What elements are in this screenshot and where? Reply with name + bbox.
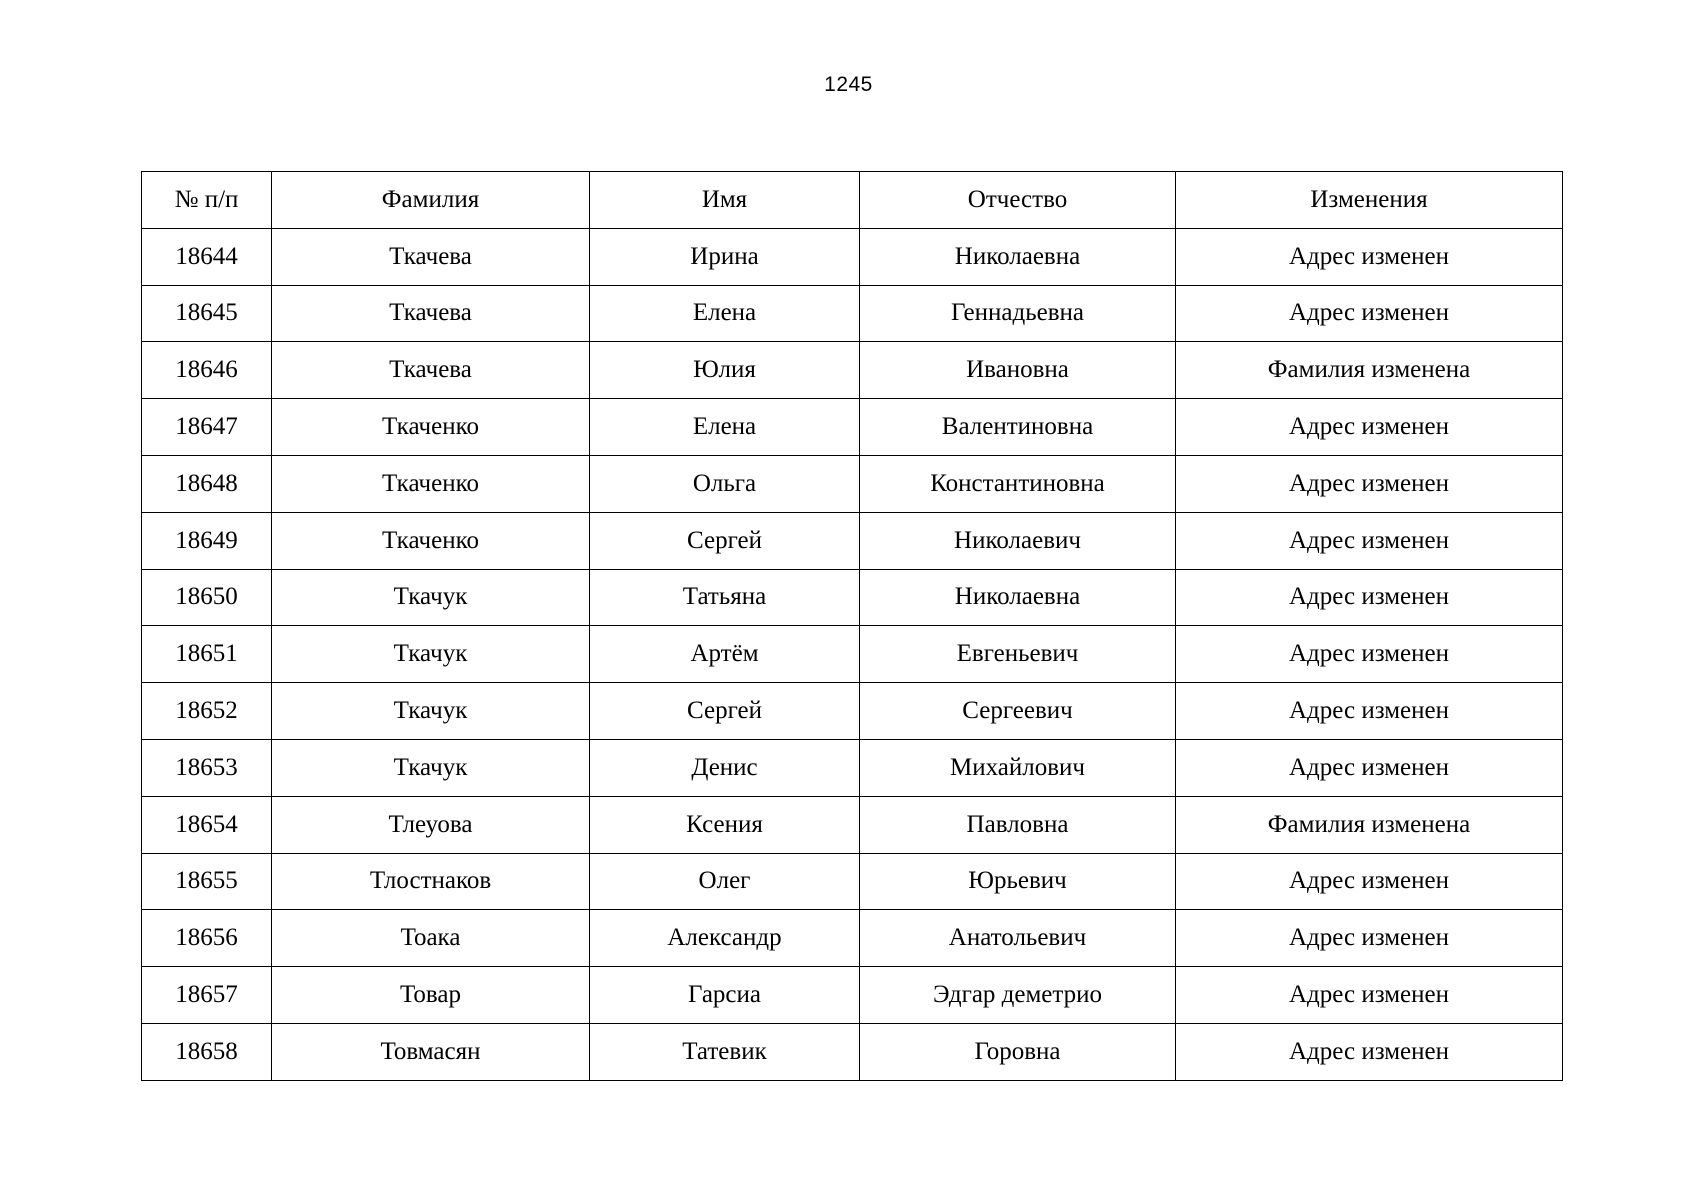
cell-first-name: Денис: [590, 739, 860, 796]
cell-surname: Товар: [272, 967, 590, 1024]
cell-first-name: Гарсиа: [590, 967, 860, 1024]
cell-surname: Ткаченко: [272, 399, 590, 456]
page-number: 1245: [824, 73, 873, 96]
cell-first-name: Татевик: [590, 1023, 860, 1080]
cell-patronymic: Анатольевич: [860, 910, 1176, 967]
cell-first-name: Ирина: [590, 228, 860, 285]
cell-patronymic: Константиновна: [860, 455, 1176, 512]
cell-surname: Ткачук: [272, 626, 590, 683]
cell-surname: Ткачук: [272, 683, 590, 740]
table-row: [142, 228, 1563, 285]
cell-changes: Адрес изменен: [1176, 626, 1563, 683]
cell-number: 18647: [142, 399, 272, 456]
cell-number: 18645: [142, 285, 272, 342]
cell-surname: Ткачева: [272, 285, 590, 342]
cell-changes: Адрес изменен: [1176, 683, 1563, 740]
cell-first-name: Ольга: [590, 455, 860, 512]
cell-patronymic: Евгеньевич: [860, 626, 1176, 683]
registry-table: [141, 171, 1563, 1081]
cell-number: 18650: [142, 569, 272, 626]
cell-first-name: Сергей: [590, 683, 860, 740]
cell-patronymic: Геннадьевна: [860, 285, 1176, 342]
column-header-first-name: Имя: [590, 172, 860, 229]
cell-surname: Тоака: [272, 910, 590, 967]
table-row: [142, 399, 1563, 456]
table-row: [142, 626, 1563, 683]
cell-number: 18649: [142, 512, 272, 569]
cell-changes: Адрес изменен: [1176, 399, 1563, 456]
column-header-number: № п/п: [142, 172, 272, 229]
cell-patronymic: Горовна: [860, 1023, 1176, 1080]
cell-changes: Адрес изменен: [1176, 569, 1563, 626]
cell-first-name: Артём: [590, 626, 860, 683]
cell-changes: Адрес изменен: [1176, 1023, 1563, 1080]
table-row: [142, 683, 1563, 740]
column-header-changes: Изменения: [1176, 172, 1563, 229]
cell-patronymic: Николаевна: [860, 228, 1176, 285]
cell-first-name: Александр: [590, 910, 860, 967]
cell-patronymic: Юрьевич: [860, 853, 1176, 910]
cell-surname: Тлостнаков: [272, 853, 590, 910]
cell-patronymic: Ивановна: [860, 342, 1176, 399]
cell-surname: Ткаченко: [272, 512, 590, 569]
cell-changes: Адрес изменен: [1176, 739, 1563, 796]
cell-changes: Фамилия изменена: [1176, 796, 1563, 853]
table-header: [142, 172, 1563, 229]
table-row: [142, 342, 1563, 399]
cell-first-name: Татьяна: [590, 569, 860, 626]
cell-patronymic: Валентиновна: [860, 399, 1176, 456]
cell-first-name: Ксения: [590, 796, 860, 853]
cell-patronymic: Николаевич: [860, 512, 1176, 569]
cell-first-name: Олег: [590, 853, 860, 910]
table-row: [142, 739, 1563, 796]
cell-surname: Тлеуова: [272, 796, 590, 853]
cell-first-name: Сергей: [590, 512, 860, 569]
cell-number: 18644: [142, 228, 272, 285]
table-row: [142, 910, 1563, 967]
table-row: [142, 512, 1563, 569]
cell-number: 18652: [142, 683, 272, 740]
table-row: [142, 853, 1563, 910]
table-row: [142, 285, 1563, 342]
cell-number: 18657: [142, 967, 272, 1024]
cell-patronymic: Михайлович: [860, 739, 1176, 796]
cell-surname: Ткаченко: [272, 455, 590, 512]
table-row: [142, 967, 1563, 1024]
cell-first-name: Елена: [590, 285, 860, 342]
cell-changes: Адрес изменен: [1176, 910, 1563, 967]
cell-patronymic: Эдгар деметрио: [860, 967, 1176, 1024]
cell-changes: Фамилия изменена: [1176, 342, 1563, 399]
cell-number: 18646: [142, 342, 272, 399]
cell-patronymic: Павловна: [860, 796, 1176, 853]
cell-number: 18656: [142, 910, 272, 967]
column-header-patronymic: Отчество: [860, 172, 1176, 229]
cell-changes: Адрес изменен: [1176, 853, 1563, 910]
cell-number: 18655: [142, 853, 272, 910]
cell-patronymic: Сергеевич: [860, 683, 1176, 740]
cell-number: 18648: [142, 455, 272, 512]
cell-number: 18654: [142, 796, 272, 853]
cell-number: 18658: [142, 1023, 272, 1080]
table-body: [142, 228, 1563, 1080]
cell-first-name: Юлия: [590, 342, 860, 399]
cell-first-name: Елена: [590, 399, 860, 456]
table-row: [142, 796, 1563, 853]
cell-number: 18653: [142, 739, 272, 796]
cell-changes: Адрес изменен: [1176, 967, 1563, 1024]
cell-surname: Товмасян: [272, 1023, 590, 1080]
cell-number: 18651: [142, 626, 272, 683]
cell-changes: Адрес изменен: [1176, 512, 1563, 569]
header-row: [142, 172, 1563, 229]
cell-surname: Ткачева: [272, 228, 590, 285]
cell-changes: Адрес изменен: [1176, 285, 1563, 342]
cell-changes: Адрес изменен: [1176, 455, 1563, 512]
cell-surname: Ткачук: [272, 569, 590, 626]
table-row: [142, 569, 1563, 626]
table-row: [142, 455, 1563, 512]
cell-changes: Адрес изменен: [1176, 228, 1563, 285]
table-row: [142, 1023, 1563, 1080]
cell-surname: Ткачук: [272, 739, 590, 796]
column-header-surname: Фамилия: [272, 172, 590, 229]
cell-surname: Ткачева: [272, 342, 590, 399]
cell-patronymic: Николаевна: [860, 569, 1176, 626]
